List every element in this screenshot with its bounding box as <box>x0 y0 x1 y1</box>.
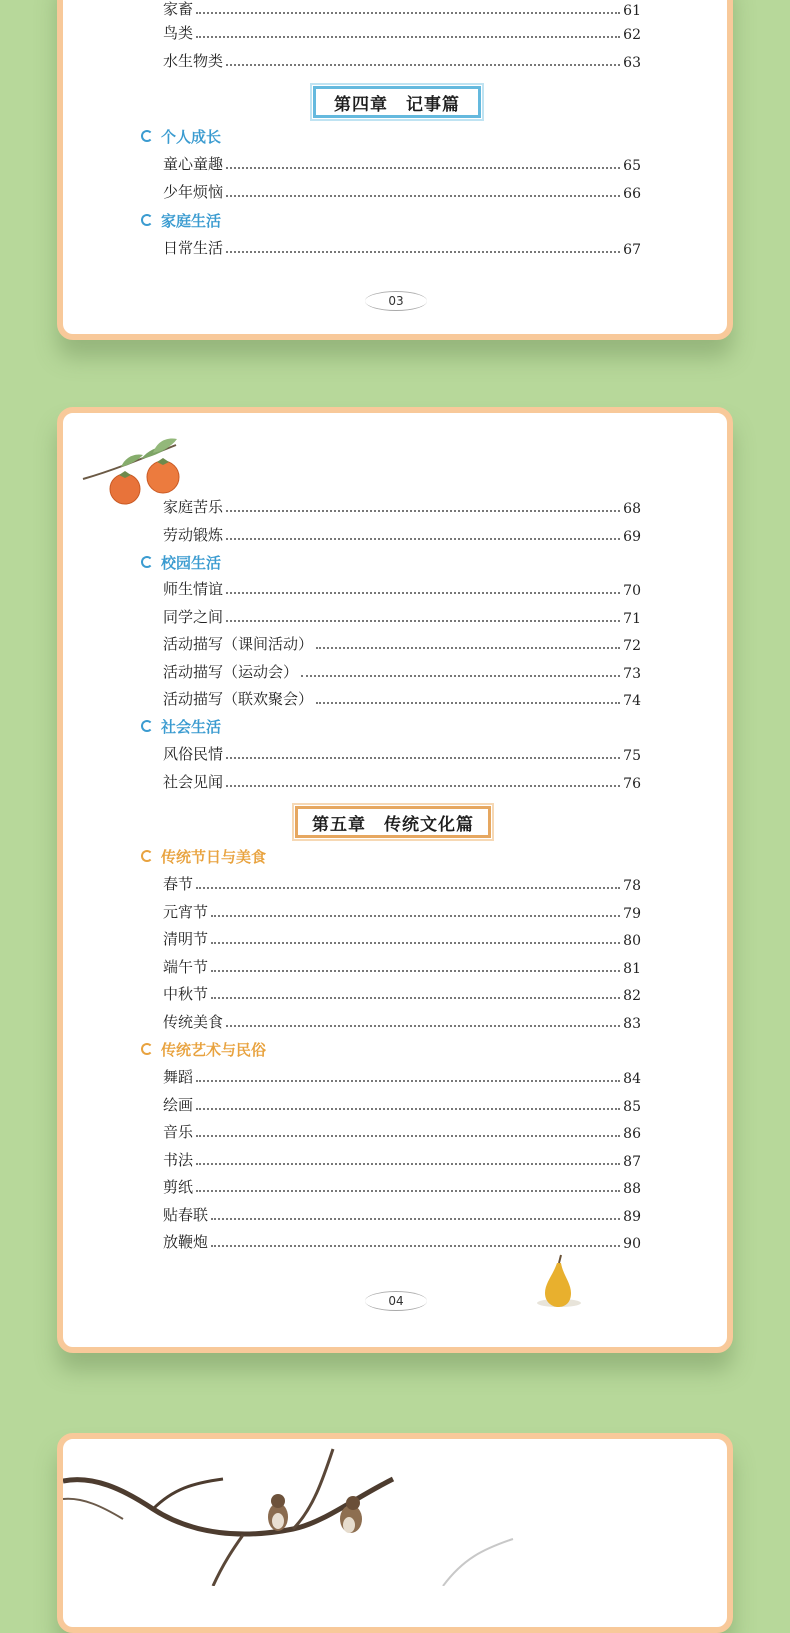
toc-row-page: 80 <box>623 933 641 949</box>
dot-leader <box>316 702 620 704</box>
toc-row[interactable] <box>163 523 641 545</box>
dot-leader <box>226 620 620 622</box>
toc-row-page: 61 <box>623 3 641 19</box>
toc-row-title: 贴春联 <box>163 1206 209 1224</box>
section-title: 个人成长 <box>161 127 222 146</box>
section-swirl-icon <box>141 214 153 226</box>
dot-leader <box>316 647 620 649</box>
toc-row-title: 日常生活 <box>163 239 224 257</box>
toc-row-page: 71 <box>623 611 641 627</box>
toc-row-title: 鸟类 <box>163 24 194 42</box>
toc-row[interactable] <box>163 900 641 922</box>
toc-row-title: 童心童趣 <box>163 155 224 173</box>
dot-leader <box>211 1218 620 1220</box>
dot-leader <box>196 887 620 889</box>
toc-row-title: 舞蹈 <box>163 1068 194 1086</box>
toc-row-page: 85 <box>623 1099 641 1115</box>
dot-leader <box>226 592 620 594</box>
section-heading-family-life[interactable] <box>141 209 221 231</box>
toc-row-title: 春节 <box>163 875 194 893</box>
section-swirl-icon <box>141 556 153 568</box>
toc-row-page: 67 <box>623 242 641 258</box>
toc-row-page: 84 <box>623 1071 641 1087</box>
toc-row-page: 87 <box>623 1154 641 1170</box>
toc-row[interactable] <box>163 21 641 43</box>
birds-on-branch-icon <box>63 1439 727 1586</box>
dot-leader <box>211 942 620 944</box>
dot-leader <box>196 1163 620 1165</box>
toc-row[interactable] <box>163 495 641 517</box>
dot-leader <box>211 1245 620 1247</box>
section-swirl-icon <box>141 130 153 142</box>
dot-leader <box>196 12 620 14</box>
toc-row-title: 师生情谊 <box>163 580 224 598</box>
dot-leader <box>226 757 620 759</box>
toc-row-title: 剪纸 <box>163 1178 194 1196</box>
dot-leader <box>226 785 620 787</box>
toc-row-title: 家畜 <box>163 0 194 18</box>
toc-row-page: 86 <box>623 1126 641 1142</box>
toc-row-page: 78 <box>623 878 641 894</box>
toc-row[interactable] <box>163 770 641 792</box>
dot-leader <box>196 1108 620 1110</box>
toc-row[interactable] <box>163 982 641 1004</box>
toc-row-page: 89 <box>623 1209 641 1225</box>
toc-row[interactable] <box>163 660 641 682</box>
dot-leader <box>211 970 620 972</box>
toc-row-title: 劳动锻炼 <box>163 526 224 544</box>
toc-row-page: 70 <box>623 583 641 599</box>
section-swirl-icon <box>141 720 153 732</box>
dot-leader <box>226 195 620 197</box>
toc-row-title: 书法 <box>163 1151 194 1169</box>
dot-leader <box>226 64 620 66</box>
toc-row-page: 81 <box>623 961 641 977</box>
toc-row-page: 79 <box>623 906 641 922</box>
toc-row-title: 传统美食 <box>163 1013 224 1031</box>
toc-row-page: 72 <box>623 638 641 654</box>
toc-row-page: 73 <box>623 666 641 682</box>
toc-row-title: 放鞭炮 <box>163 1233 209 1251</box>
toc-row[interactable] <box>163 742 641 764</box>
dot-leader <box>196 1190 620 1192</box>
section-title: 校园生活 <box>161 553 222 572</box>
toc-row[interactable] <box>163 152 641 174</box>
toc-row-page: 66 <box>623 186 641 202</box>
section-heading-personal-growth[interactable] <box>141 125 221 147</box>
toc-row-title: 同学之间 <box>163 608 224 626</box>
toc-row-title: 少年烦恼 <box>163 183 224 201</box>
dot-leader <box>301 675 620 677</box>
toc-row-page: 62 <box>623 27 641 43</box>
page-number: 03 <box>365 291 427 311</box>
toc-row-page: 75 <box>623 748 641 764</box>
toc-row-title: 中秋节 <box>163 985 209 1003</box>
toc-row-page: 88 <box>623 1181 641 1197</box>
toc-row-page: 69 <box>623 529 641 545</box>
toc-row-title: 音乐 <box>163 1123 194 1141</box>
section-heading-school-life[interactable] <box>141 551 221 573</box>
toc-row-title: 水生物类 <box>163 52 224 70</box>
toc-row-title: 社会见闻 <box>163 773 224 791</box>
toc-row[interactable] <box>163 955 641 977</box>
dot-leader <box>196 1080 620 1082</box>
dot-leader <box>211 915 620 917</box>
toc-row[interactable] <box>163 872 641 894</box>
toc-row-page: 76 <box>623 776 641 792</box>
toc-row[interactable] <box>163 1148 641 1170</box>
toc-row-page: 90 <box>623 1236 641 1252</box>
toc-row-page: 65 <box>623 158 641 174</box>
toc-page-03 <box>57 0 733 340</box>
toc-row[interactable] <box>163 1203 641 1225</box>
toc-row[interactable] <box>163 687 641 709</box>
toc-row-title: 端午节 <box>163 958 209 976</box>
toc-row-title: 绘画 <box>163 1096 194 1114</box>
toc-row[interactable] <box>163 49 641 71</box>
page-number: 04 <box>365 1291 427 1311</box>
toc-row-page: 68 <box>623 501 641 517</box>
section-heading-social-life[interactable] <box>141 715 221 737</box>
toc-row-title: 活动描写（联欢聚会） <box>163 690 314 708</box>
toc-row[interactable] <box>163 632 641 654</box>
section-heading-festivals-food[interactable] <box>141 845 266 867</box>
section-title: 家庭生活 <box>161 211 222 230</box>
section-swirl-icon <box>141 1043 153 1055</box>
dot-leader <box>196 1135 620 1137</box>
toc-row[interactable] <box>163 1120 641 1142</box>
toc-row[interactable] <box>163 1230 641 1252</box>
pear-icon <box>533 1253 593 1313</box>
toc-row-title: 清明节 <box>163 930 209 948</box>
toc-row-title: 活动描写（运动会） <box>163 663 299 681</box>
toc-row-title: 家庭苦乐 <box>163 498 224 516</box>
toc-row-page: 82 <box>623 988 641 1004</box>
dot-leader <box>226 167 620 169</box>
chapter-heading-5: 第五章 传统文化篇 <box>295 806 491 838</box>
dot-leader <box>226 251 620 253</box>
toc-row-title: 元宵节 <box>163 903 209 921</box>
section-heading-arts-customs[interactable] <box>141 1038 266 1060</box>
chapter-heading-4: 第四章 记事篇 <box>313 86 481 118</box>
toc-row-title: 风俗民情 <box>163 745 224 763</box>
section-title: 传统节日与美食 <box>161 847 267 866</box>
toc-row[interactable] <box>163 927 641 949</box>
dot-leader <box>211 997 620 999</box>
toc-row[interactable] <box>163 0 641 19</box>
dot-leader <box>226 1025 620 1027</box>
toc-row-page: 83 <box>623 1016 641 1032</box>
toc-row[interactable] <box>163 1065 641 1087</box>
toc-row[interactable] <box>163 180 641 202</box>
section-swirl-icon <box>141 850 153 862</box>
toc-row-page: 74 <box>623 693 641 709</box>
toc-row[interactable] <box>163 577 641 599</box>
toc-page-05-partial <box>57 1433 733 1633</box>
dot-leader <box>226 538 620 540</box>
toc-row-title: 活动描写（课间活动） <box>163 635 314 653</box>
toc-page-04 <box>57 407 733 1353</box>
dot-leader <box>196 36 620 38</box>
section-title: 社会生活 <box>161 717 222 736</box>
toc-row[interactable] <box>163 236 641 258</box>
toc-row[interactable] <box>163 1010 641 1032</box>
toc-row[interactable] <box>163 1093 641 1115</box>
toc-row[interactable] <box>163 1175 641 1197</box>
toc-row-page: 63 <box>623 55 641 71</box>
dot-leader <box>226 510 620 512</box>
toc-row[interactable] <box>163 605 641 627</box>
section-title: 传统艺术与民俗 <box>161 1040 267 1059</box>
